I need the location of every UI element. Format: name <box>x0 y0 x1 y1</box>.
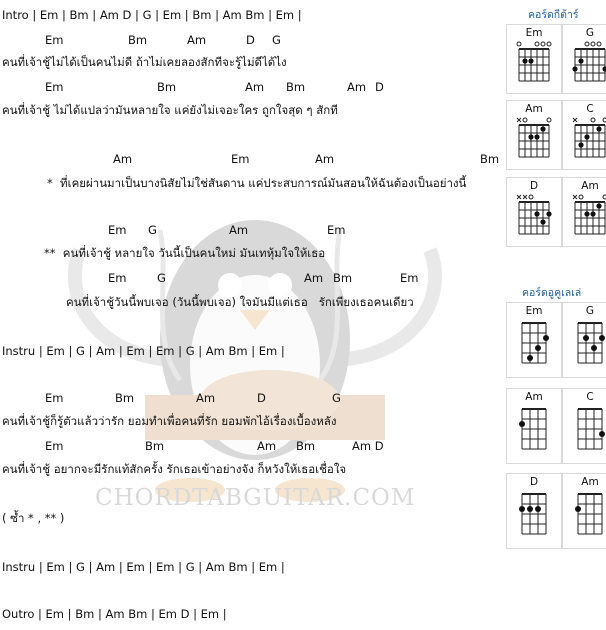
chord-label[interactable]: Bm <box>286 80 306 94</box>
chord-panel <box>500 0 606 630</box>
chord-label[interactable]: Bm <box>333 271 353 285</box>
chord-label[interactable]: Em <box>108 271 127 285</box>
lyric-line: คนที่เจ้าชู้วันนี้พบเจอ (วันนี้พบเจอ) ใจมันมีแต่เธอ รักเพียงเธอคนเดียว <box>66 295 414 309</box>
ukulele-chords-title: คอร์ดอูคูเลเล่ <box>522 287 582 299</box>
instru-line: Instru | Em | G | Am | Em | Em | G | Am Bm | Em | <box>2 344 285 358</box>
lyric-line: คนที่เจ้าชู้ ไม่ได้แปลว่ามันหลายใจ แค่ยังไม่เจอะใคร ถูกใจสุด ๆ สักที <box>2 103 338 117</box>
chord-label[interactable]: Bm <box>480 152 500 166</box>
intro-line: Intro | Em | Bm | Am D | G | Em | Bm | Am Bm | Em | <box>2 8 302 22</box>
chord-label[interactable]: G <box>148 223 157 237</box>
chord-grid-icon <box>563 25 606 93</box>
chord-label[interactable]: Bm <box>157 80 177 94</box>
chord-diagram-ukulele-em[interactable]: Em <box>506 302 562 378</box>
chord-label[interactable]: D <box>257 391 266 405</box>
lyric-line: * ที่เคยผ่านมาเป็นบางนิสัยไม่ใช่สันดาน แค่ประสบการณ์มันสอนให้ฉันต้องเป็นอย่างนี้ <box>47 176 467 190</box>
chord-diagram-guitar-am[interactable]: Am <box>506 100 562 170</box>
chord-label[interactable]: Am <box>304 271 324 285</box>
chord-label[interactable]: Bm <box>115 391 135 405</box>
chord-grid-icon <box>507 474 561 548</box>
chord-grid-icon <box>507 389 561 463</box>
chord-label[interactable]: D <box>246 33 255 47</box>
lyric-line: คนที่เจ้าชู้ไม่ได้เป็นคนไม่ดี ถ้าไม่เคยลองสักทีจะรู้ไม่ดีได้ไง <box>2 55 287 69</box>
chord-label[interactable]: Am <box>315 152 335 166</box>
chord-label[interactable]: Am <box>347 80 367 94</box>
chord-diagram-ukulele-c[interactable]: C <box>562 388 606 464</box>
guitar-chords-title: คอร์ดกีต้าร์ <box>528 9 579 21</box>
repeat-note: ( ซ้ำ * , ** ) <box>2 511 65 525</box>
lyric-line: คนที่เจ้าชู้ อยากจะมีรักแท้สักครั้ง รักเธอเข้าอย่างจัง ก็หวังให้เธอเชื่อใจ <box>2 462 347 476</box>
chord-diagram-guitar-g[interactable]: G <box>562 24 606 94</box>
chord-grid-icon <box>563 474 606 548</box>
chord-label[interactable]: Am <box>113 152 133 166</box>
chord-grid-icon <box>563 303 606 377</box>
chord-label[interactable]: Em <box>45 80 64 94</box>
chord-label[interactable]: Em <box>327 223 346 237</box>
chord-grid-icon <box>507 178 561 246</box>
chord-label[interactable]: G <box>272 33 281 47</box>
chord-grid-icon <box>507 25 561 93</box>
chord-diagram-ukulele-am-alt[interactable]: Am <box>562 473 606 549</box>
chord-label[interactable]: Am <box>257 439 277 453</box>
chord-label[interactable]: Bm <box>296 439 316 453</box>
chord-label[interactable]: Am <box>229 223 249 237</box>
chord-grid-icon <box>507 303 561 377</box>
chord-diagram-ukulele-d[interactable]: D <box>506 473 562 549</box>
site-watermark-text: CHORDTABGUITAR.COM <box>95 485 416 511</box>
chord-label[interactable]: Em <box>45 439 64 453</box>
chord-diagram-ukulele-g[interactable]: G <box>562 302 606 378</box>
chord-diagram-guitar-em[interactable]: Em <box>506 24 562 94</box>
chord-grid-icon <box>563 101 606 169</box>
outro-line: Outro | Em | Bm | Am Bm | Em D | Em | <box>2 607 227 621</box>
chord-diagram-ukulele-am[interactable]: Am <box>506 388 562 464</box>
chord-diagram-guitar-d[interactable]: D <box>506 177 562 247</box>
chord-label[interactable]: Em <box>231 152 250 166</box>
chord-label[interactable]: Bm <box>145 439 165 453</box>
chord-grid-icon <box>507 101 561 169</box>
chord-label[interactable]: Em <box>45 33 64 47</box>
chord-diagram-guitar-c[interactable]: C <box>562 100 606 170</box>
chord-label[interactable]: D <box>375 80 384 94</box>
chord-label[interactable]: G <box>157 271 166 285</box>
chord-grid-icon <box>563 178 606 246</box>
chord-label[interactable]: Am D <box>352 439 384 453</box>
chord-label[interactable]: Em <box>45 391 64 405</box>
chord-label[interactable]: Am <box>187 33 207 47</box>
chord-label[interactable]: Bm <box>128 33 148 47</box>
lyric-line: คนที่เจ้าชู้ก็รู้ตัวแล้วว่ารัก ยอมทำเพื่อคนที่รัก ยอมพักไอ้เรื่องเบื้องหลัง <box>2 414 337 428</box>
lyric-line: ** คนที่เจ้าชู้ หลายใจ วันนี้เป็นคนใหม่ มันเทหุ้มใจให้เธอ <box>44 246 326 260</box>
instru-line: Instru | Em | G | Am | Em | Em | G | Am Bm | Em | <box>2 560 285 574</box>
chord-grid-icon <box>563 389 606 463</box>
chord-diagram-guitar-am-alt[interactable]: Am <box>562 177 606 247</box>
chord-label[interactable]: G <box>332 391 341 405</box>
chord-label[interactable]: Em <box>400 271 419 285</box>
chord-label[interactable]: Am <box>196 391 216 405</box>
chord-label[interactable]: Am <box>245 80 265 94</box>
chord-label[interactable]: Em <box>108 223 127 237</box>
